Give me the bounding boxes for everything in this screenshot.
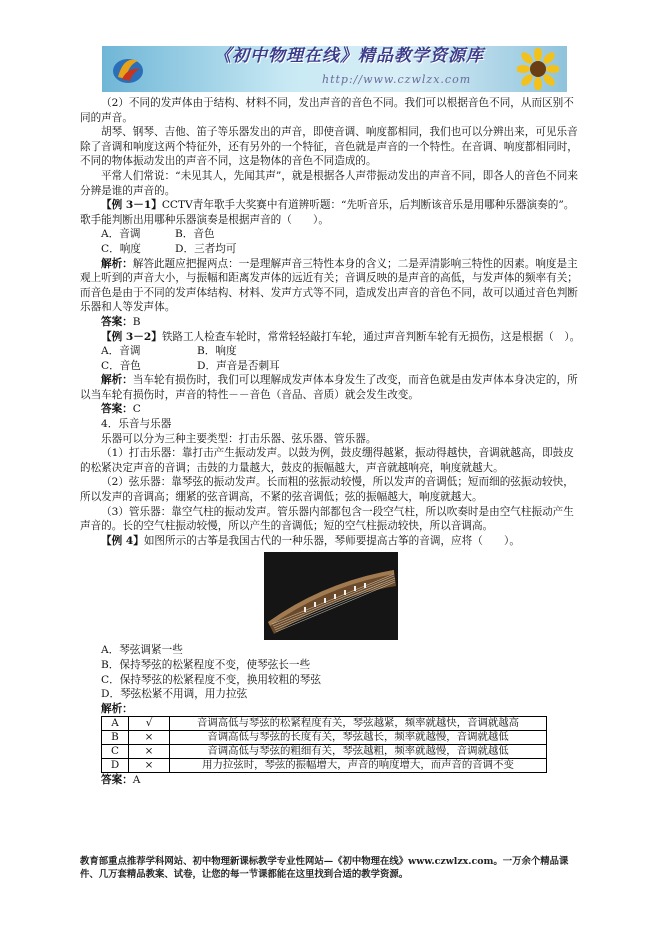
analysis-text: 当车轮有损伤时，我们可以理解成发声体本身发生了改变，而音色就是由发声体本身决定的，所以当车轮有损伤时，声音的特性－－音色（音品、音质）就会发生改变。 [80, 374, 578, 401]
answer-label: 答案： [101, 315, 133, 328]
option-b: B．保持琴弦的松紧程度不变，使琴弦长一些 [101, 659, 311, 671]
option-d: D．声音是否刺耳 [197, 359, 280, 372]
answer-label: 答案： [101, 774, 133, 787]
page-footer: 教育部重点推荐学科网站、初中物理新课标教学专业性网站—《初中物理在线》www.czwlzx.com。一万余个精品课件、几万套精品教案、试卷，让您的每一节课都能在这里找到合适的教学资源。 [80, 856, 569, 880]
option-a: A．音调 [101, 228, 141, 241]
document-body [80, 96, 582, 788]
option-d: D．琴弦松紧不用调，用力拉弦 [101, 688, 248, 701]
example-4-label: 【例 4】 [101, 534, 144, 547]
table-row [102, 731, 547, 745]
example-3-1-analysis [80, 257, 582, 315]
example-3-2-label: 【例 3－2】 [101, 330, 162, 343]
analysis-table [101, 716, 547, 773]
answer-value: B [132, 315, 141, 328]
option-c: C．保持琴弦的松紧程度不变，换用较粗的琴弦 [101, 673, 321, 686]
table-cell-explanation: 音调高低与琴弦的粗细有关，琴弦越粗，频率就越慢，音调就越低 [170, 745, 547, 759]
section-4-intro: 乐器可以分为三种主要类型：打击乐器、弦乐器、管乐器。 [101, 432, 377, 445]
table-cell-judgement: × [129, 759, 170, 773]
guzheng-photo [264, 552, 398, 640]
header-url[interactable]: http://www.czwlzx.com [322, 73, 472, 86]
example-3-1-answer [80, 315, 582, 330]
example-3-2-analysis [80, 373, 582, 402]
option-b: B．音色 [175, 228, 215, 241]
example-3-1-question [80, 198, 582, 227]
table-row [102, 745, 547, 759]
header-banner [102, 46, 567, 92]
example-4-question [80, 534, 582, 549]
paragraph-saying: 平常人们常说：“未见其人，先闻其声”，就是根据各人声带振动发出的声音不同，即各人的音色不同来分辨是谁的声音的。 [80, 169, 578, 197]
option-c: C．响度 [101, 242, 141, 255]
analysis-label: 解析： [101, 374, 133, 387]
example-3-2-text: 铁路工人检查车轮时，常常轻轻敲打车轮，通过声音判断车轮有无损伤，这是根据（ ）。 [161, 330, 581, 343]
paragraph-instruments: 胡琴、钢琴、吉他、笛子等乐器发出的声音，即使音调、响度都相同，我们也可以分辨出来，可见乐音除了音调和响度这两个特征外，还有另外的一个特征，音色就是声音的一个特性。在音调、响度都相同时，不同的物体振动发出的声音不同，这是物体的音色不同造成的。 [80, 126, 578, 168]
section-4-percussion: （1）打击乐器：靠打击产生振动发声。以鼓为例，鼓皮绷得越紧，振动得越快，音调就越高，即鼓皮的松紧决定声音的音调；击鼓的力量越大，鼓皮的振幅越大，声音就越响亮，响度就越大。 [80, 447, 574, 474]
example-3-1-label: 【例 3－1】 [101, 199, 162, 212]
example-4-text: 如图所示的古筝是我国古代的一种乐器，琴师要提高古筝的音调，应将（ ）。 [143, 534, 520, 547]
table-cell-explanation: 音调高低与琴弦的松紧程度有关，琴弦越紧，频率就越快，音调就越高 [170, 717, 547, 731]
table-cell-option: C [102, 745, 129, 759]
answer-value: A [132, 774, 141, 787]
table-cell-judgement: × [129, 745, 170, 759]
table-cell-option: D [102, 759, 129, 773]
section-4-strings: （2）弦乐器：靠琴弦的振动发声。长而粗的弦振动较慢，所以发声的音调低；短而细的弦振动较快，所以发声的音调高；绷紧的弦音调高，不紧的弦音调低；弦的振幅越大，响度就越大。 [80, 476, 574, 504]
answer-label: 答案： [101, 403, 133, 416]
example-4-answer [80, 773, 582, 788]
section-4-winds: （3）管乐器：靠空气柱的振动发声。管乐器内部都包含一段空气柱，所以吹奏时是由空气柱振动产生声音的。长的空气柱振动较慢，所以产生的音调低；短的空气柱振动较快，所以音调高。 [80, 505, 574, 533]
example-3-2-options [80, 344, 582, 373]
table-row [102, 717, 547, 731]
option-d: D．三者均可 [175, 242, 237, 255]
option-b: B．响度 [197, 345, 237, 358]
table-cell-option: B [102, 731, 129, 745]
example-3-2-question [80, 330, 582, 345]
header-title: 《初中物理在线》精品教学资源库 [214, 46, 484, 66]
option-a: A．琴弦调紧一些 [101, 644, 183, 657]
guzheng-image [264, 552, 398, 640]
analysis-text: 解答此题应把握两点：一是理解声音三特性本身的含义；二是弄清影响三特性的因素。响度是主观上听到的声音大小，与振幅和距离发声体的远近有关；音调反映的是声音的高低，与发声体的频率有关；而音色是由于不同的发声体结构、材料、发声方式等不同，造成发出声音的音色不同，故可以通过音色判断乐器和人等发声体。 [80, 257, 578, 314]
table-row [102, 759, 547, 773]
example-3-1-options [80, 227, 582, 256]
option-a: A．音调 [101, 345, 141, 358]
table-cell-explanation: 用力拉弦时，琴弦的振幅增大，声音的响度增大，而声音的音调不变 [170, 759, 547, 773]
example-3-1-text: CCTV青年歌手大奖赛中有道辨听题：“先听音乐，后判断该音乐是用哪种乐器演奏的”。歌手能判断出用哪种乐器演奏是根据声音的（ ）。 [80, 199, 575, 226]
example-3-2-answer [80, 402, 582, 417]
table-cell-judgement: × [129, 731, 170, 745]
analysis-label: 解析： [101, 257, 133, 270]
example-4-analysis-label: 解析： [101, 702, 133, 715]
table-cell-judgement: √ [129, 717, 170, 731]
sunflower-icon [517, 48, 559, 90]
option-c: C．音色 [101, 359, 141, 372]
section-4-title: 4．乐音与乐器 [101, 418, 172, 431]
table-cell-option: A [102, 717, 129, 731]
example-4-options [80, 643, 582, 701]
table-cell-explanation: 音调高低与琴弦的长度有关，琴弦越长，频率就越慢，音调就越低 [170, 731, 547, 745]
answer-value: C [132, 403, 141, 416]
site-logo-icon [110, 51, 146, 87]
paragraph-timbre-structure: （2）不同的发声体由于结构、材料不同，发出声音的音色不同。我们可以根据音色不同，从而区别不同的声音。 [80, 97, 574, 124]
